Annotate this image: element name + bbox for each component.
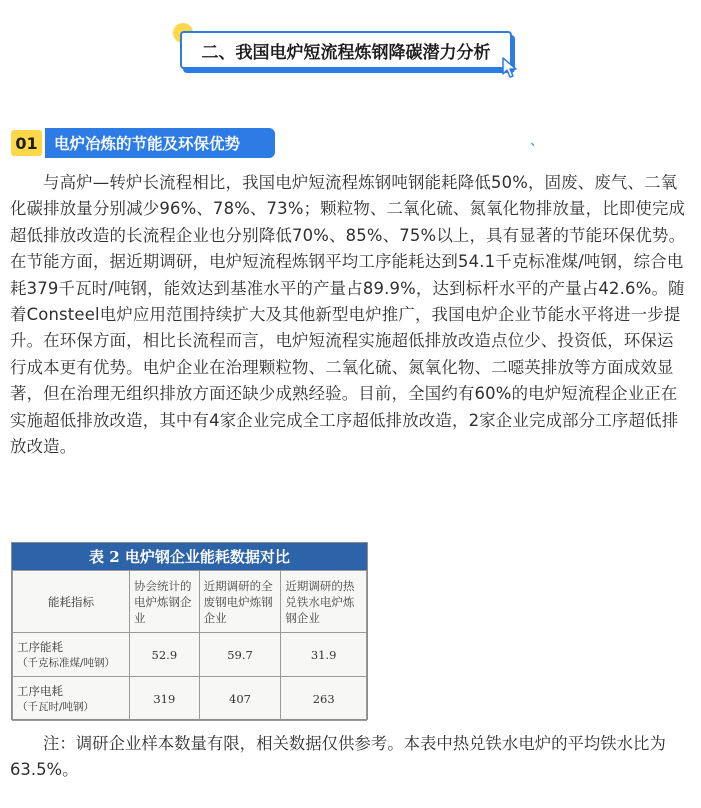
energy-table-figure: [11, 542, 368, 720]
subsection-title: 电炉冶炼的节能及环保优势: [45, 128, 275, 158]
row-unit: （千瓦时/吨钢）: [17, 700, 95, 713]
table-cell: 407: [199, 677, 281, 721]
row-name: 工序电耗: [17, 683, 63, 698]
table-header-label: 能耗指标: [13, 571, 130, 633]
table-row: [13, 677, 367, 721]
table-cell: 52.9: [130, 633, 200, 677]
table-note: 注：调研企业样本数量有限，相关数据仅供参考。本表中热兑铁水电炉的平均铁水比为63.5%。: [10, 734, 666, 780]
heading-tick-mark: 、: [530, 133, 544, 149]
cursor-icon: [501, 57, 521, 79]
table-cell: 319: [130, 677, 200, 721]
table-cell: 31.9: [281, 633, 367, 677]
table-header-col3: 近期调研的热兑铁水电炉炼钢企业: [281, 571, 367, 633]
subsection-number: 01: [11, 130, 42, 156]
row-unit: （千克标准煤/吨钢）: [17, 656, 116, 669]
section-title: 二、我国电炉短流程炼钢降碳潜力分析: [180, 31, 512, 69]
section-banner: [180, 31, 514, 73]
table-row: [13, 633, 367, 677]
energy-table: [12, 570, 367, 721]
table-header-col2: 近期调研的全废钢电炉炼钢企业: [199, 571, 281, 633]
table-title: 表 2 电炉钢企业能耗数据对比: [12, 543, 367, 570]
body-paragraph: 与高炉—转炉长流程相比，我国电炉短流程炼钢吨钢能耗降低50%，固废、废气、二氧化碳排放量分别减少96%、78%、73%；颗粒物、二氧化硫、氮氧化物排放量，比即使完成超低排放改造的长流程企业也分别降低70%、85%、75%以上，具有显著的节能环保优势。在节能方面，据近期调研，电炉短流程炼钢平均工序能耗达到54.1千克标准煤/吨钢，综合电耗379千瓦时/吨钢，能效达到基准水平的产量占89.9%，达到标杆水平的产量占42.6%。随着Consteel电炉应用范围持续扩大及其他新型电炉推广，我国电炉企业节能水平将进一步提升。在环保方面，相比长流程而言，电炉短流程实施超低排放改造点位少、投资低，环保运行成本更有优势。电炉企业在治理颗粒物、二氧化硫、氮氧化物、二噁英排放等方面成效显著，但在治理无组织排放方面还缺少成熟经验。目前，全国约有60%的电炉短流程企业正在实施超低排放改造，其中有4家企业完成全工序超低排放改造，2家企业完成部分工序超低排放改造。: [10, 173, 686, 457]
table-cell: 59.7: [199, 633, 281, 677]
table-row-label: [13, 633, 130, 677]
table-header-col1: 协会统计的电炉炼钢企业: [130, 571, 200, 633]
row-name: 工序能耗: [17, 639, 63, 654]
table-cell: 263: [281, 677, 367, 721]
table-header-row: [13, 571, 367, 633]
table-row-label: [13, 677, 130, 721]
